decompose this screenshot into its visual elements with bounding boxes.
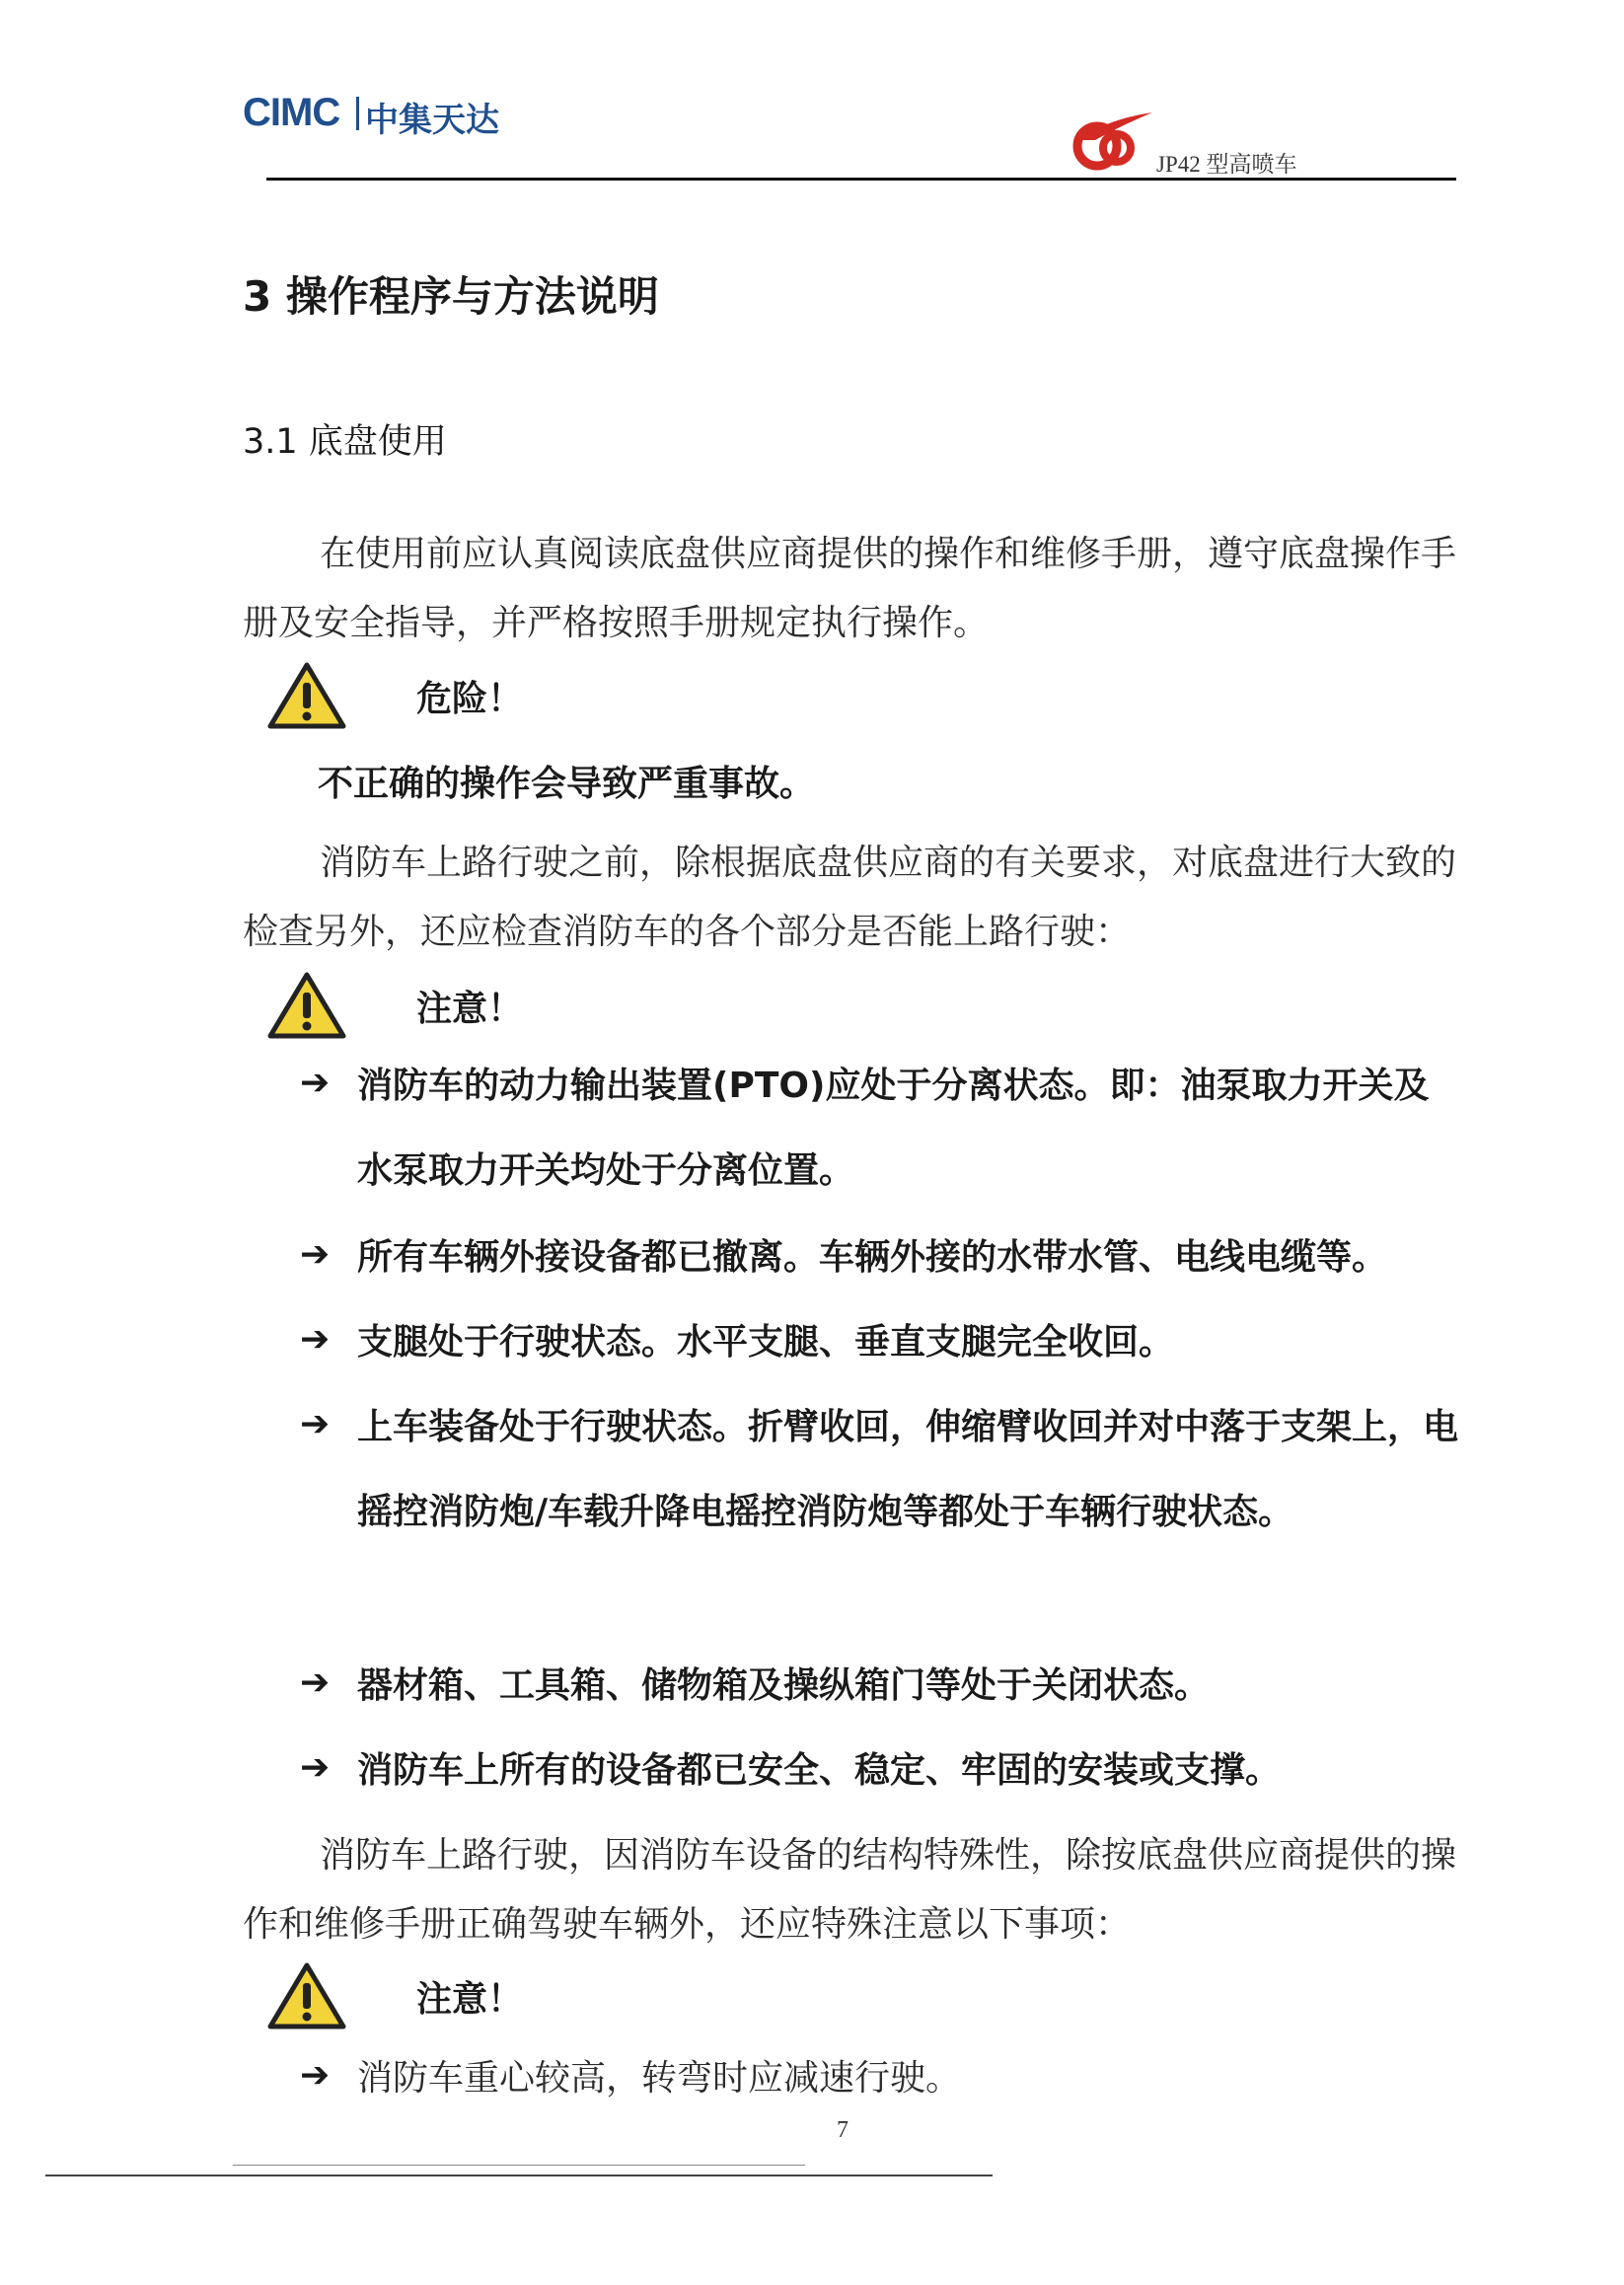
check-paragraph: 消防车上路行驶之前，除根据底盘供应商的有关要求，对底盘进行大致的检查另外，还应检查消防车的各个部分是否能上路行驶： bbox=[243, 843, 1457, 952]
intro-paragraph: 在使用前应认真阅读底盘供应商提供的操作和维修手册，遵守底盘操作手册及安全指导，并严格按照手册规定执行操作。 bbox=[243, 534, 1457, 643]
cimc-logo-cn: 中集天达 bbox=[365, 101, 499, 140]
logo-divider bbox=[356, 97, 359, 130]
arrow-icon: ➔ bbox=[300, 1063, 331, 1103]
cimc-logo-text: CIMC bbox=[243, 91, 340, 134]
notice-label: 注意！ bbox=[416, 1979, 524, 2020]
fire-company-logo-icon bbox=[1066, 111, 1154, 176]
list-item: 上车装备处于行驶状态。折臂收回，伸缩臂收回并对中落于支架上，电摇控消防炮/车载升降电摇控消防炮等都处于车辆行驶状态。 bbox=[357, 1407, 1459, 1532]
list-item: 器材箱、工具箱、储物箱及操纵箱门等处于关闭状态。 bbox=[357, 1665, 1211, 1706]
footer-rule bbox=[233, 2165, 805, 2166]
model-label: JP42 型高喷车 bbox=[1156, 152, 1297, 177]
page-number: 7 bbox=[837, 2117, 849, 2143]
notice-label: 注意！ bbox=[416, 989, 524, 1029]
arrow-icon: ➔ bbox=[300, 2055, 331, 2096]
footer-rule bbox=[45, 2174, 993, 2176]
list-item: 消防车的动力输出装置(PTO)应处于分离状态。即：油泵取力开关及水泵取力开关均处于分离位置。 bbox=[357, 1066, 1430, 1191]
section-title: 3 操作程序与方法说明 bbox=[243, 272, 659, 321]
list-item: 支腿处于行驶状态。水平支腿、垂直支腿完全收回。 bbox=[357, 1322, 1175, 1363]
arrow-icon: ➔ bbox=[300, 1234, 331, 1275]
subsection-title: 3.1 底盘使用 bbox=[243, 422, 447, 462]
warning-triangle-icon bbox=[266, 661, 347, 730]
list-item: 所有车辆外接设备都已撤离。车辆外接的水带水管、电线电缆等。 bbox=[357, 1237, 1388, 1278]
arrow-icon: ➔ bbox=[300, 1662, 331, 1703]
arrow-icon: ➔ bbox=[300, 1319, 331, 1360]
arrow-icon: ➔ bbox=[300, 1747, 331, 1788]
header-rule bbox=[266, 178, 1456, 181]
danger-label: 危险！ bbox=[416, 679, 524, 719]
danger-text: 不正确的操作会导致严重事故。 bbox=[318, 764, 816, 804]
list-item: 消防车上所有的设备都已安全、稳定、牢固的安装或支撑。 bbox=[357, 1750, 1282, 1791]
warning-triangle-icon bbox=[266, 1961, 347, 2030]
list-item: 消防车重心较高，转弯时应减速行驶。 bbox=[357, 2058, 962, 2099]
driving-paragraph: 消防车上路行驶，因消防车设备的结构特殊性，除按底盘供应商提供的操作和维修手册正确驾驶车辆外，还应特殊注意以下事项： bbox=[243, 1835, 1457, 1945]
warning-triangle-icon bbox=[266, 971, 347, 1040]
arrow-icon: ➔ bbox=[300, 1404, 331, 1444]
